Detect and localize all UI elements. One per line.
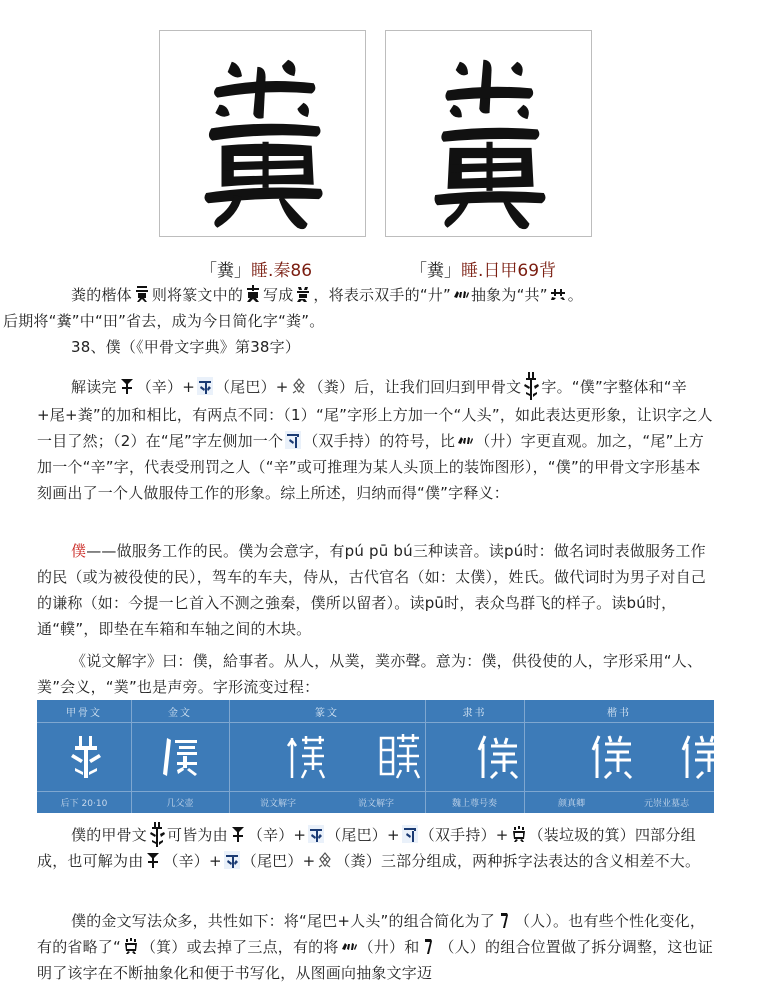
- pu-oracle-icon: [523, 372, 539, 402]
- fen-oracle-icon: [291, 377, 307, 395]
- dustpan-icon: [123, 937, 139, 955]
- paragraph-1: [3, 282, 713, 334]
- paragraph-6: [37, 908, 713, 986]
- definition-term: 僕: [71, 542, 87, 560]
- source-seal-2: 说文解字: [357, 799, 394, 809]
- text-span: （辛）+: [247, 826, 307, 844]
- clerical-fen-icon: [295, 285, 311, 303]
- oracle-glyph: [61, 732, 111, 782]
- gong-hands-icon: [457, 431, 473, 449]
- text-span: 则将篆文中的: [151, 286, 244, 304]
- text-span: （双手持）+: [419, 826, 509, 844]
- caption-2: [410, 256, 556, 281]
- hold-hands-icon: [402, 825, 418, 843]
- text-span: 僕的金文写法众多，共性如下：将“尾巴+人头”的组合简化为了: [71, 912, 495, 930]
- text-span: （装垃圾的箕）四部分组成，也可解为由: [37, 826, 696, 870]
- regular-glyph-2: [677, 732, 727, 782]
- header-regular: 楷书: [607, 708, 631, 719]
- source-seal-1: 说文解字: [259, 799, 296, 809]
- text-span: （廾）和: [358, 938, 420, 956]
- text-span: （人）的组合位置做了拆分调整，这也证明了该字在不断抽象化和便于书写化，从图画向抽象文字迈: [37, 938, 714, 982]
- source-regular-2: 元崇业墓志: [643, 799, 689, 809]
- caption-2-source: 睡.日甲69背: [461, 261, 557, 281]
- xin-icon: [145, 851, 161, 869]
- hold-hands-icon: [285, 431, 301, 449]
- two-hands-icon: [453, 285, 469, 303]
- paragraph-3: [37, 538, 713, 642]
- seal-glyph-2: [375, 732, 425, 782]
- text-span: 僕的甲骨文: [71, 826, 148, 844]
- header-oracle: 甲骨文: [66, 708, 102, 719]
- seal-fen-upper-icon: [245, 285, 261, 303]
- text-span: （辛）+: [136, 378, 195, 396]
- gong-icon: [550, 285, 566, 303]
- caption-2-bracket: 「糞」: [410, 261, 461, 281]
- paragraph-2: [37, 372, 713, 506]
- text-span: 后期将“糞”中“田”省去，成为今日简化字“粪”。: [3, 312, 325, 330]
- header-clerical: 隶书: [462, 708, 487, 719]
- dustpan-icon: [511, 825, 527, 843]
- pu-oracle-icon: [149, 822, 165, 848]
- header-seal: 篆文: [315, 708, 339, 719]
- text-span: （廾）字更直观。加之，“尾”上方加一个“辛”字，代表受刑罚之人（“辛”或可推理为某人头顶上的装饰图形），“僕”的甲骨文字形基本刻画出了一个人做服侍工作的形象。综上所述，归纳而得“僕”字释义：: [37, 432, 704, 502]
- paragraph-5: [37, 822, 713, 874]
- header-bronze: 金文: [168, 708, 192, 719]
- xin-icon: [119, 377, 135, 395]
- text-span: 字。“僕”字整体和“辛+尾+粪”的加和相比，有两点不同：（1）“尾”字形上方加一个“人头”，如此表达更形象，让识字之人一目了然；（2）在“尾”字左侧加一个: [37, 378, 713, 450]
- text-span: （粪）三部分组成，两种拆字法表达的含义相差不大。: [335, 852, 701, 870]
- text-span: （尾巴）+: [214, 378, 289, 396]
- text-span: 可皆为由: [167, 826, 228, 844]
- caption-1: [200, 256, 312, 281]
- glyph-evolution-table: [37, 700, 714, 813]
- tail-icon: [224, 851, 240, 869]
- tail-icon: [197, 377, 213, 395]
- text-span: 写成: [263, 286, 294, 304]
- paragraph-4: 《说文解字》曰：僕，給事者。从人，从菐，菐亦聲。意为：僕，供役使的人，字形采用“人、菐”会义，“菐”也是声旁。字形流变过程：: [37, 652, 703, 696]
- text-span: 抽象为“共”: [470, 286, 548, 304]
- glyph-image-1: [159, 30, 366, 237]
- text-span: 。: [567, 286, 583, 304]
- tail-icon: [308, 825, 324, 843]
- person-icon: [497, 911, 513, 929]
- source-regular-1: 颜真卿: [557, 799, 585, 809]
- definition-text: ——做服务工作的民。僕为会意字，有pú pū bú三种读音。读pú时：做名词时表做服务工作的民（或为被役使的民），驾车的车夫，侍从，古代官名（如：太僕），姓氏。做代词时为男子对自己的谦称（如：今提一匕首入不测之強秦，僕所以留者）。读pū时，表众鸟群飞的样子。读bú时，通“轐”，即垫在车箱和车轴之间的木块。: [37, 542, 707, 638]
- text-span: （尾巴）+: [241, 852, 316, 870]
- regular-glyph-1: [587, 732, 637, 782]
- caption-1-source: 睡.秦86: [251, 261, 313, 281]
- seal-glyph-1: [282, 732, 332, 782]
- source-bronze: 几父壶: [166, 799, 194, 809]
- xin-icon: [230, 825, 246, 843]
- text-span: （辛）+: [163, 852, 222, 870]
- seal-glyph-fen-2: [386, 31, 591, 236]
- fen-oracle-icon: [317, 851, 333, 869]
- caption-1-bracket: 「糞」: [200, 261, 251, 281]
- text-span: ，将表示双手的“廾”: [313, 286, 451, 304]
- text-span: 粪的楷体: [71, 286, 132, 304]
- text-span: （粪）后，让我们回归到甲骨文: [308, 378, 522, 396]
- person-icon: [421, 937, 437, 955]
- text-span: （尾巴）+: [326, 826, 400, 844]
- text-span: （箕）或去掉了三点，有的将: [140, 938, 339, 956]
- kaishu-fen-icon: [134, 285, 150, 303]
- source-clerical: 魏上尊号奏: [451, 799, 497, 809]
- seal-glyph-fen-1: [160, 31, 365, 236]
- section-heading: 38、僕（《甲骨文字典》第38字）: [71, 338, 301, 356]
- text-span: 解读完: [71, 378, 117, 396]
- glyph-image-2: [385, 30, 592, 237]
- source-oracle: 后下 20·10: [60, 799, 108, 809]
- bronze-glyph: [157, 732, 207, 782]
- clerical-glyph: [473, 732, 523, 782]
- text-span: （双手持）的符号，比: [303, 432, 456, 450]
- two-hands-icon: [341, 937, 357, 955]
- text-span: （人）。也有些个性化变化，有的省略了“: [37, 912, 706, 956]
